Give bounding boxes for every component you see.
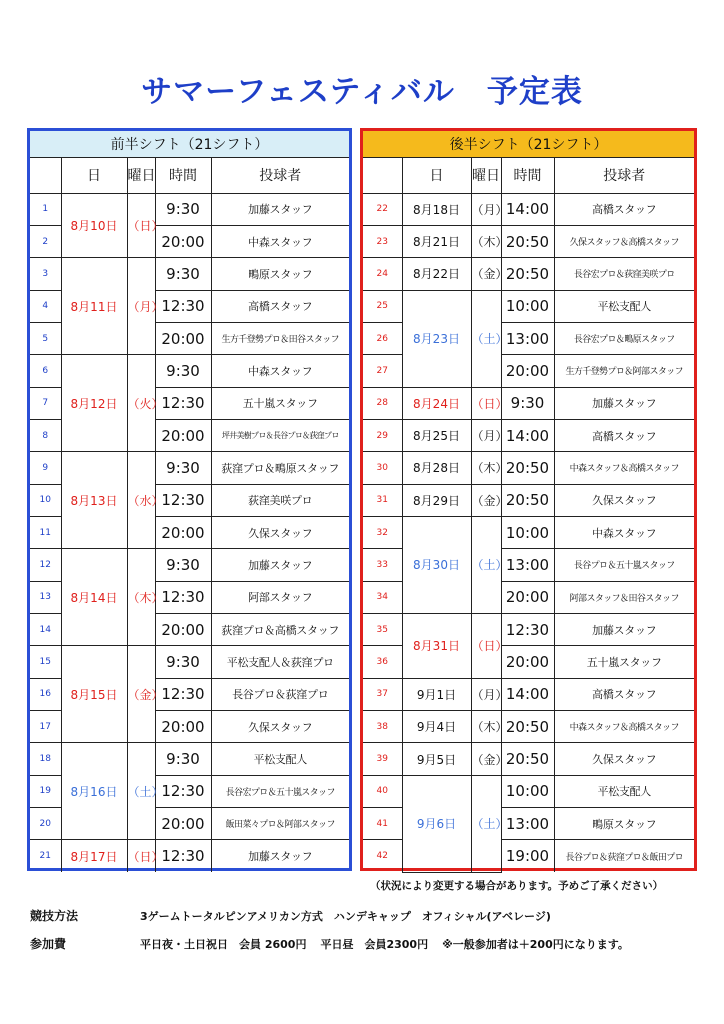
shift-number: 1 — [30, 193, 61, 225]
second-half-table — [363, 131, 694, 873]
shift-date: 8月12日 — [61, 355, 127, 452]
column-header-player: 投球者 — [554, 157, 694, 193]
shift-number: 17 — [30, 711, 61, 743]
shift-number: 13 — [30, 581, 61, 613]
shift-time: 19:00 — [501, 840, 554, 872]
shift-number: 7 — [30, 387, 61, 419]
column-header-player: 投球者 — [211, 157, 349, 193]
shift-player: 坪井美樹プロ＆長谷プロ＆荻窪プロ — [211, 419, 349, 451]
shift-player: 五十嵐スタッフ — [211, 387, 349, 419]
shift-time: 20:50 — [501, 452, 554, 484]
table-row — [30, 193, 349, 225]
shift-player: 中森スタッフ＆高橋スタッフ — [554, 711, 694, 743]
shift-player: 加藤スタッフ — [554, 387, 694, 419]
shift-date: 8月25日 — [402, 419, 471, 451]
column-header-number — [30, 157, 61, 193]
page-title: サマーフェスティバル 予定表 — [141, 74, 583, 110]
table-row — [363, 484, 694, 516]
shift-date: 8月15日 — [61, 646, 127, 743]
column-header-weekday: 曜日 — [127, 157, 155, 193]
format-text: 3ゲームトータルピンアメリカン方式 ハンデキャップ オフィシャル(アベレージ) — [140, 910, 551, 923]
shift-date: 9月6日 — [402, 775, 471, 872]
shift-time: 13:00 — [501, 808, 554, 840]
fee-item: 平日昼 会員2300円 — [320, 938, 429, 951]
entry-fee — [30, 935, 643, 952]
table-row — [30, 743, 349, 775]
shift-time: 9:30 — [155, 258, 211, 290]
shift-time: 20:00 — [501, 355, 554, 387]
shift-player: 久保スタッフ — [211, 711, 349, 743]
shift-number: 25 — [363, 290, 402, 322]
shift-player: 久保スタッフ — [554, 743, 694, 775]
shift-number: 11 — [30, 516, 61, 548]
shift-player: 久保スタッフ — [554, 484, 694, 516]
shift-player: 荻窪美咲プロ — [211, 484, 349, 516]
shift-weekday: （日） — [471, 613, 501, 678]
shift-weekday: （木） — [471, 225, 501, 257]
shift-player: 五十嵐スタッフ — [554, 646, 694, 678]
shift-number: 33 — [363, 549, 402, 581]
shift-player: 久保スタッフ — [211, 516, 349, 548]
shift-weekday: （月） — [471, 678, 501, 710]
shift-player: 高橋スタッフ — [554, 678, 694, 710]
shift-player: 長谷宏プロ＆五十嵐スタッフ — [211, 775, 349, 807]
shift-weekday: （土） — [471, 516, 501, 613]
shift-player: 荻窪プロ＆高橋スタッフ — [211, 613, 349, 645]
shift-number: 38 — [363, 711, 402, 743]
shift-number: 31 — [363, 484, 402, 516]
shift-number: 39 — [363, 743, 402, 775]
shift-time: 20:00 — [155, 419, 211, 451]
shift-player: 高橋スタッフ — [554, 193, 694, 225]
shift-number: 42 — [363, 840, 402, 872]
shift-time: 20:00 — [155, 613, 211, 645]
table-row — [363, 613, 694, 645]
shift-time: 20:50 — [501, 258, 554, 290]
shift-number: 36 — [363, 646, 402, 678]
shift-date: 8月18日 — [402, 193, 471, 225]
shift-player: 加藤スタッフ — [211, 193, 349, 225]
shift-player: 生方千登勢プロ＆田谷スタッフ — [211, 322, 349, 354]
shift-time: 10:00 — [501, 290, 554, 322]
shift-player: 加藤スタッフ — [211, 549, 349, 581]
shift-number: 32 — [363, 516, 402, 548]
shift-time: 14:00 — [501, 193, 554, 225]
table-row — [363, 290, 694, 322]
shift-player: 生方千登勢プロ＆阿部スタッフ — [554, 355, 694, 387]
fee-item: 平日夜・土日祝日 会員 2600円 — [140, 938, 307, 951]
table-row — [363, 678, 694, 710]
shift-date: 8月24日 — [402, 387, 471, 419]
shift-player: 長谷宏プロ＆鴫原スタッフ — [554, 322, 694, 354]
table-row — [363, 193, 694, 225]
table-row — [30, 355, 349, 387]
shift-player: 阿部スタッフ — [211, 581, 349, 613]
shift-number: 21 — [30, 840, 61, 872]
shift-number: 16 — [30, 678, 61, 710]
table-row — [363, 711, 694, 743]
shift-number: 15 — [30, 646, 61, 678]
shift-weekday: （土） — [127, 743, 155, 840]
first-half-panel — [27, 128, 352, 871]
shift-weekday: （木） — [471, 711, 501, 743]
shift-player: 荻窪プロ＆鴫原スタッフ — [211, 452, 349, 484]
shift-player: 長谷宏プロ＆荻窪美咲プロ — [554, 258, 694, 290]
shift-date: 8月30日 — [402, 516, 471, 613]
column-header-weekday: 曜日 — [471, 157, 501, 193]
shift-number: 23 — [363, 225, 402, 257]
shift-time: 20:00 — [501, 581, 554, 613]
shift-header: 後半シフト（21シフト） — [363, 131, 694, 157]
shift-player: 長谷プロ＆荻窪プロ — [211, 678, 349, 710]
shift-time: 20:00 — [155, 516, 211, 548]
shift-player: 高橋スタッフ — [211, 290, 349, 322]
shift-time: 12:30 — [155, 678, 211, 710]
table-row — [30, 258, 349, 290]
shift-number: 37 — [363, 678, 402, 710]
table-row — [363, 743, 694, 775]
competition-format — [30, 907, 565, 924]
shift-weekday: （月） — [471, 193, 501, 225]
shift-number: 22 — [363, 193, 402, 225]
shift-player: 長谷プロ＆荻窪プロ＆飯田プロ — [554, 840, 694, 872]
shift-time: 9:30 — [155, 743, 211, 775]
shift-time: 10:00 — [501, 516, 554, 548]
shift-date: 8月10日 — [61, 193, 127, 258]
table-row — [363, 516, 694, 548]
shift-time: 10:00 — [501, 775, 554, 807]
shift-player: 中森スタッフ — [211, 225, 349, 257]
table-row — [363, 452, 694, 484]
shift-player: 平松支配人 — [554, 290, 694, 322]
shift-player: 高橋スタッフ — [554, 419, 694, 451]
shift-weekday: （月） — [471, 419, 501, 451]
table-row — [30, 452, 349, 484]
shift-number: 2 — [30, 225, 61, 257]
shift-number: 24 — [363, 258, 402, 290]
column-header-number — [363, 157, 402, 193]
shift-number: 26 — [363, 322, 402, 354]
shift-time: 20:00 — [155, 711, 211, 743]
table-row — [363, 775, 694, 807]
shift-player: 加藤スタッフ — [554, 613, 694, 645]
shift-time: 14:00 — [501, 678, 554, 710]
column-header-time: 時間 — [155, 157, 211, 193]
format-label: 競技方法 — [30, 909, 79, 923]
schedule-change-note: （状況により変更する場合があります。予めご了承ください） — [370, 880, 664, 892]
shift-time: 20:50 — [501, 484, 554, 516]
shift-date: 8月17日 — [61, 840, 127, 872]
shift-weekday: （火） — [127, 355, 155, 452]
shift-weekday: （日） — [127, 840, 155, 872]
shift-player: 長谷プロ＆五十嵐スタッフ — [554, 549, 694, 581]
shift-player: 中森スタッフ — [211, 355, 349, 387]
shift-number: 3 — [30, 258, 61, 290]
shift-number: 5 — [30, 322, 61, 354]
shift-weekday: （金） — [127, 646, 155, 743]
shift-date: 8月22日 — [402, 258, 471, 290]
shift-time: 20:00 — [155, 808, 211, 840]
shift-weekday: （木） — [127, 549, 155, 646]
table-row — [30, 549, 349, 581]
shift-time: 20:50 — [501, 225, 554, 257]
shift-number: 12 — [30, 549, 61, 581]
shift-date: 8月29日 — [402, 484, 471, 516]
table-row — [30, 646, 349, 678]
shift-player: 加藤スタッフ — [211, 840, 349, 872]
shift-weekday: （金） — [471, 258, 501, 290]
shift-date: 8月16日 — [61, 743, 127, 840]
fee-label: 参加費 — [30, 937, 67, 951]
shift-weekday: （土） — [471, 775, 501, 872]
shift-player: 平松支配人 — [554, 775, 694, 807]
shift-weekday: （水） — [127, 452, 155, 549]
shift-weekday: （日） — [471, 387, 501, 419]
shift-date: 9月4日 — [402, 711, 471, 743]
shift-time: 9:30 — [155, 646, 211, 678]
shift-player: 阿部スタッフ＆田谷スタッフ — [554, 581, 694, 613]
shift-weekday: （土） — [471, 290, 501, 387]
shift-player: 中森スタッフ＆高橋スタッフ — [554, 452, 694, 484]
shift-date: 8月21日 — [402, 225, 471, 257]
table-row — [363, 387, 694, 419]
shift-weekday: （金） — [471, 484, 501, 516]
shift-number: 29 — [363, 419, 402, 451]
shift-player: 中森スタッフ — [554, 516, 694, 548]
shift-time: 12:30 — [155, 387, 211, 419]
shift-time: 20:00 — [155, 322, 211, 354]
shift-time: 12:30 — [155, 581, 211, 613]
shift-number: 20 — [30, 808, 61, 840]
shift-time: 9:30 — [155, 193, 211, 225]
shift-time: 12:30 — [155, 840, 211, 872]
shift-time: 9:30 — [155, 355, 211, 387]
shift-weekday: （月） — [127, 258, 155, 355]
column-header-time: 時間 — [501, 157, 554, 193]
shift-time: 9:30 — [501, 387, 554, 419]
shift-header: 前半シフト（21シフト） — [30, 131, 349, 157]
shift-date: 8月13日 — [61, 452, 127, 549]
shift-player: 平松支配人 — [211, 743, 349, 775]
shift-number: 8 — [30, 419, 61, 451]
table-row — [363, 258, 694, 290]
shift-time: 9:30 — [155, 549, 211, 581]
first-half-table — [30, 131, 349, 872]
shift-player: 平松支配人＆荻窪プロ — [211, 646, 349, 678]
shift-date: 8月23日 — [402, 290, 471, 387]
shift-number: 30 — [363, 452, 402, 484]
table-row — [363, 225, 694, 257]
shift-number: 14 — [30, 613, 61, 645]
column-header-day: 日 — [61, 157, 127, 193]
shift-time: 20:50 — [501, 711, 554, 743]
shift-date: 8月31日 — [402, 613, 471, 678]
shift-number: 10 — [30, 484, 61, 516]
fee-item: ※一般参加者は＋200円になります。 — [442, 938, 629, 951]
shift-player: 飯田菜々プロ＆阿部スタッフ — [211, 808, 349, 840]
shift-weekday: （金） — [471, 743, 501, 775]
shift-time: 13:00 — [501, 322, 554, 354]
shift-weekday: （日） — [127, 193, 155, 258]
shift-date: 8月11日 — [61, 258, 127, 355]
shift-weekday: （木） — [471, 452, 501, 484]
shift-time: 20:50 — [501, 743, 554, 775]
table-row — [30, 840, 349, 872]
shift-player: 鴫原スタッフ — [554, 808, 694, 840]
shift-date: 9月1日 — [402, 678, 471, 710]
shift-number: 27 — [363, 355, 402, 387]
shift-number: 6 — [30, 355, 61, 387]
shift-time: 12:30 — [501, 613, 554, 645]
shift-number: 35 — [363, 613, 402, 645]
shift-time: 14:00 — [501, 419, 554, 451]
shift-date: 9月5日 — [402, 743, 471, 775]
column-header-day: 日 — [402, 157, 471, 193]
shift-time: 12:30 — [155, 290, 211, 322]
shift-number: 19 — [30, 775, 61, 807]
shift-time: 9:30 — [155, 452, 211, 484]
table-row — [363, 419, 694, 451]
shift-number: 18 — [30, 743, 61, 775]
shift-player: 鴫原スタッフ — [211, 258, 349, 290]
second-half-panel — [360, 128, 697, 871]
shift-number: 40 — [363, 775, 402, 807]
shift-number: 41 — [363, 808, 402, 840]
shift-number: 9 — [30, 452, 61, 484]
shift-date: 8月14日 — [61, 549, 127, 646]
shift-number: 4 — [30, 290, 61, 322]
shift-time: 12:30 — [155, 775, 211, 807]
shift-date: 8月28日 — [402, 452, 471, 484]
shift-number: 34 — [363, 581, 402, 613]
shift-time: 13:00 — [501, 549, 554, 581]
shift-number: 28 — [363, 387, 402, 419]
shift-time: 20:00 — [155, 225, 211, 257]
shift-time: 12:30 — [155, 484, 211, 516]
shift-player: 久保スタッフ＆高橋スタッフ — [554, 225, 694, 257]
shift-time: 20:00 — [501, 646, 554, 678]
